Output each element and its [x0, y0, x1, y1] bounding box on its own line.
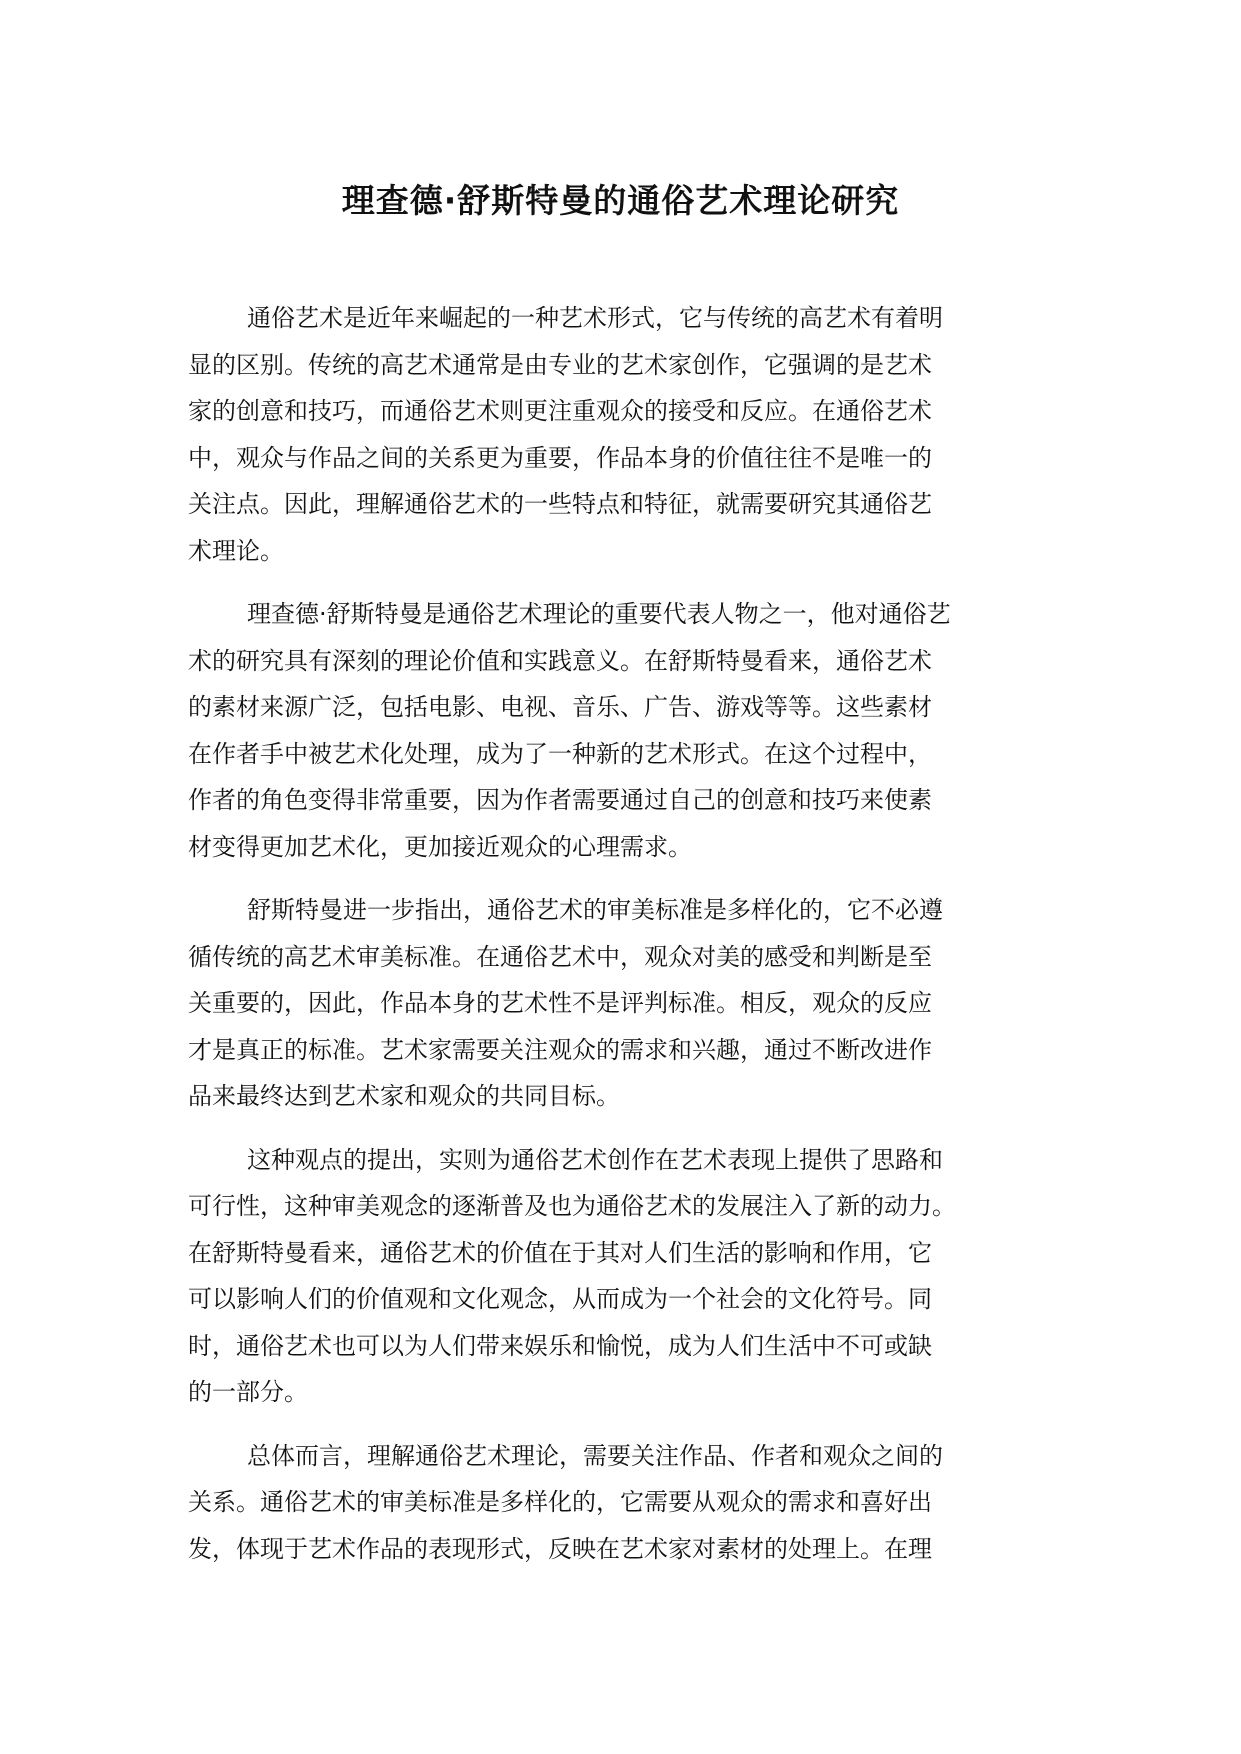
text-line: 在作者手中被艺术化处理，成为了一种新的艺术形式。在这个过程中， [188, 739, 932, 768]
text-line: 总体而言，理解通俗艺术理论，需要关注作品、作者和观众之间的 [247, 1441, 943, 1470]
text-line: 的素材来源广泛，包括电影、电视、音乐、广告、游戏等等。这些素材 [188, 693, 932, 721]
text-line: 作者的角色变得非常重要，因为作者需要通过自己的创意和技巧来使素 [188, 786, 932, 814]
text-line: 发，体现于艺术作品的表现形式，反映在艺术家对素材的处理上。在理 [188, 1534, 932, 1563]
paragraph-1 [188, 295, 1068, 574]
paragraph-2 [188, 591, 1068, 870]
paragraph-4 [188, 1137, 1068, 1416]
text-line: 这种观点的提出，实则为通俗艺术创作在艺术表现上提供了思路和 [247, 1145, 943, 1174]
text-line: 在舒斯特曼看来，通俗艺术的价值在于其对人们生活的影响和作用，它 [188, 1238, 932, 1267]
text-line: 关重要的，因此，作品本身的艺术性不是评判标准。相反，观众的反应 [188, 989, 932, 1017]
text-line: 显的区别。传统的高艺术通常是由专业的艺术家创作，它强调的是艺术 [188, 350, 932, 379]
text-line: 理查德·舒斯特曼是通俗艺术理论的重要代表人物之一，他对通俗艺 [247, 600, 951, 628]
text-line: 的一部分。 [188, 1378, 308, 1406]
document-title: 理查德·舒斯特曼的通俗艺术理论研究 [341, 181, 900, 220]
text-line: 术的研究具有深刻的理论价值和实践意义。在舒斯特曼看来，通俗艺术 [188, 646, 932, 675]
text-line: 关注点。因此，理解通俗艺术的一些特点和特征，就需要研究其通俗艺 [188, 490, 932, 518]
text-line: 可行性，这种审美观念的逐渐普及也为通俗艺术的发展注入了新的动力。 [188, 1192, 956, 1220]
paragraph-3 [188, 887, 1068, 1120]
text-line: 家的创意和技巧，而通俗艺术则更注重观众的接受和反应。在通俗艺术 [188, 397, 932, 425]
text-line: 中，观众与作品之间的关系更为重要，作品本身的价值往往不是唯一的 [188, 443, 932, 472]
text-line: 循传统的高艺术审美标准。在通俗艺术中，观众对美的感受和判断是至 [188, 942, 932, 971]
text-line: 才是真正的标准。艺术家需要关注观众的需求和兴趣，通过不断改进作 [188, 1035, 932, 1064]
text-line: 品来最终达到艺术家和观众的共同目标。 [188, 1082, 620, 1110]
text-line: 通俗艺术是近年来崛起的一种艺术形式，它与传统的高艺术有着明 [247, 304, 943, 332]
text-line: 材变得更加艺术化，更加接近观众的心理需求。 [188, 832, 692, 861]
document-body [188, 295, 1068, 1589]
text-line: 可以影响人们的价值观和文化观念，从而成为一个社会的文化符号。同 [188, 1285, 932, 1313]
text-line: 术理论。 [188, 536, 284, 565]
text-line: 舒斯特曼进一步指出，通俗艺术的审美标准是多样化的，它不必遵 [247, 896, 943, 924]
text-line: 关系。通俗艺术的审美标准是多样化的，它需要从观众的需求和喜好出 [188, 1488, 932, 1516]
text-line: 时，通俗艺术也可以为人们带来娱乐和愉悦，成为人们生活中不可或缺 [188, 1331, 932, 1360]
paragraph-5 [188, 1433, 1068, 1573]
